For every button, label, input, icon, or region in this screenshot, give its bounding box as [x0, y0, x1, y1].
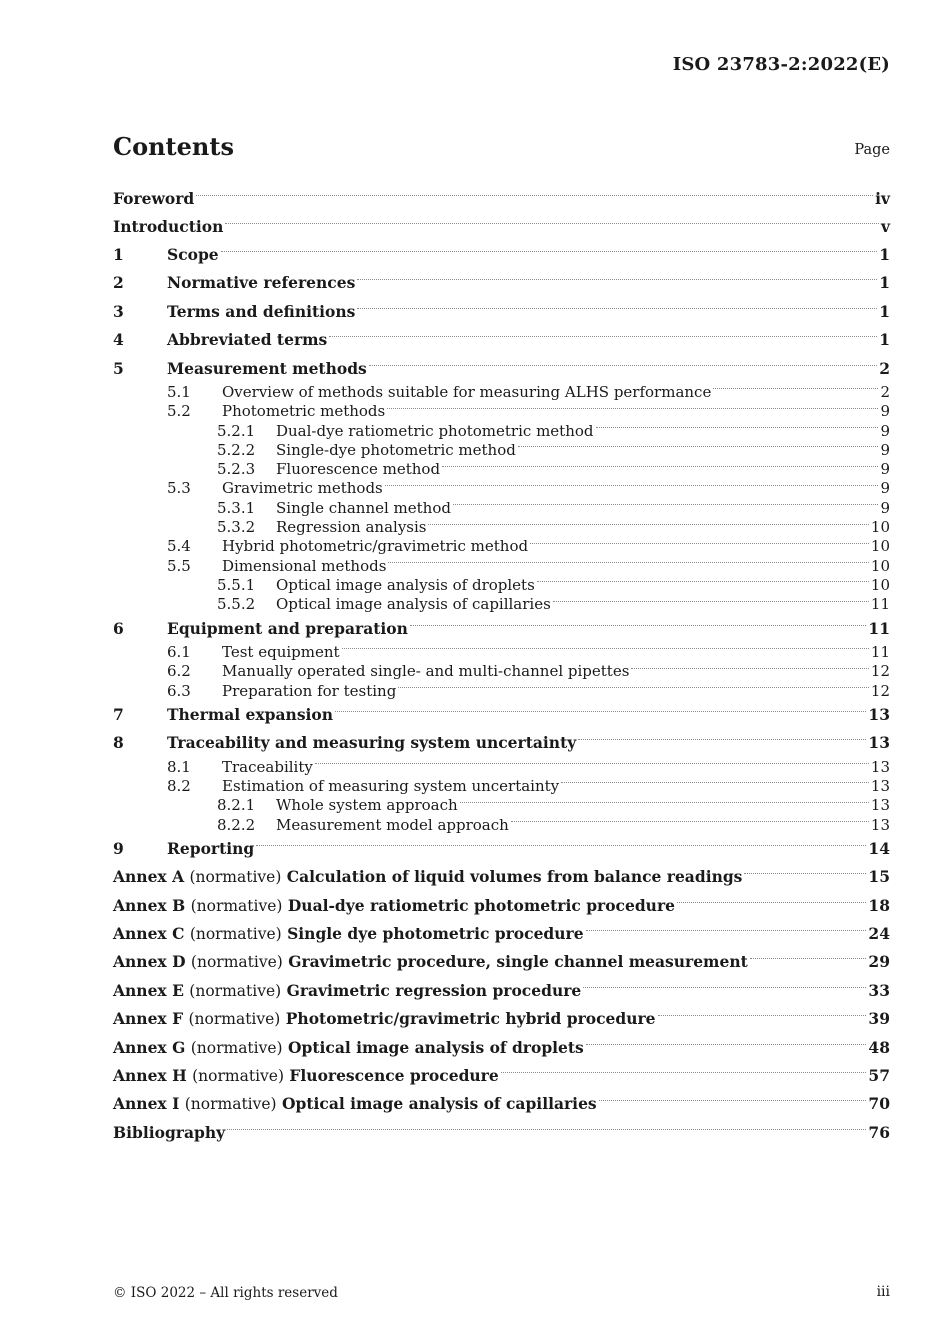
toc-page: 13	[870, 815, 890, 834]
annex-normative: (normative)	[189, 981, 282, 1000]
toc-number: 7	[113, 704, 124, 724]
toc-page: iv	[875, 188, 890, 208]
toc-title	[113, 981, 581, 1000]
dot-leader	[460, 802, 869, 803]
dot-leader	[453, 504, 878, 505]
annex-normative: (normative)	[192, 1066, 284, 1085]
toc-entry-6-3[interactable]	[113, 681, 890, 700]
toc-page: 1	[879, 245, 890, 265]
toc-entry-8[interactable]	[113, 729, 890, 757]
toc-number: 5.1	[167, 382, 191, 401]
toc-page: 9	[880, 479, 890, 498]
dot-leader	[518, 446, 879, 447]
annex-normative: (normative)	[190, 1038, 283, 1057]
dot-leader	[599, 1100, 867, 1101]
toc-title: Introduction	[113, 216, 224, 236]
dot-leader	[561, 782, 869, 783]
dot-leader	[511, 821, 869, 822]
toc-entry-5-3[interactable]	[113, 479, 890, 498]
toc-page: 1	[879, 330, 890, 350]
toc-title	[113, 952, 748, 971]
toc-page: 12	[870, 662, 890, 681]
page-title: Contents	[113, 132, 234, 161]
toc-page: 57	[868, 1065, 890, 1085]
toc-page: 15	[868, 867, 890, 887]
toc-title: Normative references	[167, 273, 356, 293]
toc-entry-6[interactable]	[113, 614, 890, 642]
toc-title	[113, 896, 675, 915]
toc-page: 24	[868, 924, 890, 944]
toc-number: 5.3.2	[217, 518, 256, 537]
toc-title: Thermal expansion	[167, 704, 334, 724]
toc-page: 11	[870, 595, 890, 614]
dot-leader	[553, 601, 869, 602]
toc-title: Equipment and preparation	[167, 618, 408, 638]
toc-title: Gravimetric methods	[222, 479, 383, 498]
toc-entry-5-2[interactable]	[113, 402, 890, 421]
annex-normative: (normative)	[184, 1095, 277, 1114]
toc-entry-5-5-1[interactable]	[113, 575, 890, 594]
toc-title: Manually operated single- and multi-channel pipettes	[222, 662, 630, 681]
toc-entry-annex-a[interactable]	[113, 863, 890, 891]
toc-number: 5.2.2	[217, 440, 256, 459]
toc-page: 9	[880, 402, 890, 421]
toc-entry-5-1[interactable]	[113, 382, 890, 401]
dot-leader	[225, 223, 879, 224]
toc-entry-8-1[interactable]	[113, 757, 890, 776]
dot-leader	[398, 687, 869, 688]
dot-leader	[586, 1044, 867, 1045]
toc-entry-6-2[interactable]	[113, 662, 890, 681]
toc-title: Whole system approach	[276, 796, 458, 815]
toc-page: 1	[879, 301, 890, 321]
toc-page: 11	[870, 642, 890, 661]
toc-number: 5.5	[167, 556, 191, 575]
toc-number: 1	[113, 245, 124, 265]
dot-leader	[221, 251, 878, 252]
toc-title	[113, 1038, 584, 1057]
footer-page-number: iii	[876, 1284, 890, 1300]
footer-copyright: © ISO 2022 – All rights reserved	[113, 1285, 338, 1301]
toc-entry-9[interactable]	[113, 834, 890, 862]
toc-page: 10	[870, 518, 890, 537]
annex-title: Photometric/gravimetric hybrid procedure	[285, 1009, 656, 1029]
annex-normative: (normative)	[189, 868, 282, 887]
dot-leader	[586, 930, 867, 931]
dot-leader	[677, 902, 866, 903]
toc-title: Measurement model approach	[276, 815, 509, 834]
toc-number: 5.5.2	[217, 595, 256, 614]
toc-title: Fluorescence method	[276, 460, 441, 479]
dot-leader	[385, 485, 879, 486]
toc-number: 4	[113, 330, 124, 350]
page-column-label: Page	[854, 142, 890, 158]
annex-title: Optical image analysis of droplets	[288, 1037, 584, 1057]
dot-leader	[227, 1129, 866, 1130]
toc-page: v	[880, 216, 890, 236]
toc-page: 9	[880, 440, 890, 459]
toc-entry-1[interactable]	[113, 240, 890, 268]
toc-number: 8.2	[167, 776, 191, 795]
toc-number: 5.5.1	[217, 575, 256, 594]
annex-title: Gravimetric procedure, single channel measurement	[288, 952, 748, 972]
toc-title: Preparation for testing	[222, 681, 397, 700]
dot-leader	[537, 581, 869, 582]
annex-label: Annex E	[113, 980, 184, 1000]
toc-number: 6	[113, 618, 124, 638]
toc-number: 9	[113, 838, 124, 858]
toc-title: Dimensional methods	[222, 556, 387, 575]
toc-entry-5-4[interactable]	[113, 537, 890, 556]
table-of-contents	[113, 184, 890, 1146]
toc-entry-annex-c[interactable]	[113, 919, 890, 947]
annex-normative: (normative)	[190, 953, 283, 972]
dot-leader	[335, 711, 866, 712]
toc-title: Test equipment	[222, 642, 340, 661]
toc-entry-annex-f[interactable]	[113, 1005, 890, 1033]
toc-entry-4[interactable]	[113, 326, 890, 354]
toc-number: 6.1	[167, 642, 191, 661]
toc-title: Estimation of measuring system uncertainty	[222, 776, 560, 795]
toc-title: Scope	[167, 245, 219, 265]
toc-page: 13	[868, 704, 890, 724]
annex-normative: (normative)	[189, 925, 282, 944]
toc-page: 18	[868, 895, 890, 915]
toc-title: Optical image analysis of capillaries	[276, 595, 551, 614]
toc-entry-5-3-2[interactable]	[113, 517, 890, 536]
toc-entry-5-3-1[interactable]	[113, 498, 890, 517]
toc-entry-annex-d[interactable]	[113, 948, 890, 976]
dot-leader	[196, 195, 873, 196]
toc-entry-annex-h[interactable]	[113, 1061, 890, 1089]
toc-entry-5-5[interactable]	[113, 556, 890, 575]
toc-page: 13	[870, 757, 890, 776]
toc-title: Foreword	[113, 188, 195, 208]
toc-title: Single channel method	[276, 498, 451, 517]
toc-number: 8	[113, 733, 124, 753]
toc-title: Dual-dye ratiometric photometric method	[276, 421, 594, 440]
toc-number: 5.2.1	[217, 421, 256, 440]
dot-leader	[578, 739, 866, 740]
dot-leader	[342, 648, 869, 649]
toc-entry-annex-b[interactable]	[113, 891, 890, 919]
toc-number: 5.2	[167, 402, 191, 421]
toc-number: 6.3	[167, 681, 191, 700]
toc-title: Reporting	[167, 838, 255, 858]
toc-page: 9	[880, 460, 890, 479]
toc-number: 6.2	[167, 662, 191, 681]
toc-page: 2	[880, 382, 890, 401]
toc-entry-8-2-1[interactable]	[113, 796, 890, 815]
annex-normative: (normative)	[190, 896, 283, 915]
dot-leader	[596, 427, 879, 428]
toc-page: 11	[868, 618, 890, 638]
toc-page: 13	[868, 733, 890, 753]
dot-leader	[357, 279, 877, 280]
annex-title: Optical image analysis of capillaries	[282, 1094, 597, 1114]
toc-title: Overview of methods suitable for measuring ALHS performance	[222, 382, 712, 401]
dot-leader	[530, 543, 869, 544]
toc-page: 29	[868, 952, 890, 972]
annex-label: Annex B	[113, 895, 186, 915]
annex-label: Annex I	[113, 1094, 180, 1114]
toc-page: 9	[880, 498, 890, 517]
toc-number: 5.3	[167, 479, 191, 498]
dot-leader	[369, 365, 877, 366]
annex-label: Annex G	[113, 1037, 186, 1057]
toc-title: Terms and definitions	[167, 301, 356, 321]
annex-normative: (normative)	[188, 1010, 281, 1029]
dot-leader	[713, 388, 878, 389]
toc-page: 13	[870, 796, 890, 815]
toc-entry-5-2-3[interactable]	[113, 460, 890, 479]
toc-entry-annex-e[interactable]	[113, 976, 890, 1004]
dot-leader	[315, 763, 869, 764]
toc-page: 48	[868, 1037, 890, 1057]
dot-leader	[442, 466, 878, 467]
dot-leader	[583, 987, 866, 988]
toc-title: Photometric methods	[222, 402, 386, 421]
toc-page: 76	[868, 1122, 890, 1142]
toc-entry-bibliography[interactable]	[113, 1118, 890, 1146]
dot-leader	[428, 524, 868, 525]
toc-page: 70	[868, 1094, 890, 1114]
dot-leader	[329, 336, 877, 337]
annex-label: Annex A	[113, 867, 185, 887]
dot-leader	[750, 958, 867, 959]
toc-entry-foreword[interactable]	[113, 184, 890, 212]
annex-label: Annex D	[113, 952, 186, 972]
toc-page: 13	[870, 776, 890, 795]
toc-title: Regression analysis	[276, 518, 427, 537]
toc-number: 5.2.3	[217, 460, 256, 479]
toc-number: 5	[113, 358, 124, 378]
toc-title	[113, 1066, 499, 1085]
toc-number: 5.3.1	[217, 498, 256, 517]
annex-title: Fluorescence procedure	[289, 1065, 499, 1085]
toc-title	[113, 867, 742, 886]
toc-title: Single-dye photometric method	[276, 440, 516, 459]
toc-entry-5-2-2[interactable]	[113, 440, 890, 459]
dot-leader	[357, 308, 877, 309]
toc-entry-5[interactable]	[113, 354, 890, 382]
toc-page: 39	[868, 1009, 890, 1029]
toc-page: 2	[879, 358, 890, 378]
toc-entry-8-2-2[interactable]	[113, 815, 890, 834]
annex-label: Annex H	[113, 1065, 187, 1085]
dot-leader	[658, 1015, 867, 1016]
toc-title	[113, 924, 584, 943]
dot-leader	[387, 408, 878, 409]
toc-entry-5-5-2[interactable]	[113, 595, 890, 614]
toc-entry-annex-i[interactable]	[113, 1090, 890, 1118]
dot-leader	[501, 1072, 867, 1073]
annex-label: Annex F	[113, 1009, 184, 1029]
toc-page: 10	[870, 556, 890, 575]
toc-page: 33	[868, 980, 890, 1000]
toc-number: 8.1	[167, 757, 191, 776]
toc-number: 8.2.2	[217, 815, 256, 834]
dot-leader	[410, 625, 867, 626]
dot-leader	[256, 845, 866, 846]
toc-page: 1	[879, 273, 890, 293]
toc-title: Traceability	[222, 757, 313, 776]
toc-number: 8.2.1	[217, 796, 256, 815]
annex-label: Annex C	[113, 924, 185, 944]
toc-entry-annex-g[interactable]	[113, 1033, 890, 1061]
toc-number: 3	[113, 301, 124, 321]
toc-title	[113, 1094, 597, 1113]
toc-page: 12	[870, 681, 890, 700]
annex-title: Calculation of liquid volumes from balance readings	[286, 867, 743, 887]
toc-page: 10	[870, 537, 890, 556]
dot-leader	[744, 873, 866, 874]
annex-title: Dual-dye ratiometric photometric procedure	[287, 895, 675, 915]
toc-page: 14	[868, 838, 890, 858]
toc-title: Measurement methods	[167, 358, 367, 378]
toc-title: Traceability and measuring system uncertainty	[167, 733, 577, 753]
annex-title: Gravimetric regression procedure	[286, 980, 582, 1000]
toc-title: Abbreviated terms	[167, 330, 328, 350]
toc-entry-introduction[interactable]	[113, 212, 890, 240]
toc-number: 5.4	[167, 537, 191, 556]
toc-title: Bibliography	[113, 1122, 226, 1142]
toc-entry-3[interactable]	[113, 297, 890, 325]
toc-entry-2[interactable]	[113, 269, 890, 297]
toc-page: 9	[880, 421, 890, 440]
toc-entry-6-1[interactable]	[113, 642, 890, 661]
toc-entry-5-2-1[interactable]	[113, 421, 890, 440]
dot-leader	[388, 562, 869, 563]
toc-title: Optical image analysis of droplets	[276, 575, 535, 594]
dot-leader	[631, 668, 869, 669]
document-id: ISO 23783-2:2022(E)	[672, 54, 890, 75]
toc-title: Hybrid photometric/gravimetric method	[222, 537, 529, 556]
toc-number: 2	[113, 273, 124, 293]
toc-title	[113, 1009, 656, 1028]
toc-page: 10	[870, 575, 890, 594]
annex-title: Single dye photometric procedure	[287, 924, 584, 944]
toc-entry-7[interactable]	[113, 700, 890, 728]
toc-entry-8-2[interactable]	[113, 776, 890, 795]
